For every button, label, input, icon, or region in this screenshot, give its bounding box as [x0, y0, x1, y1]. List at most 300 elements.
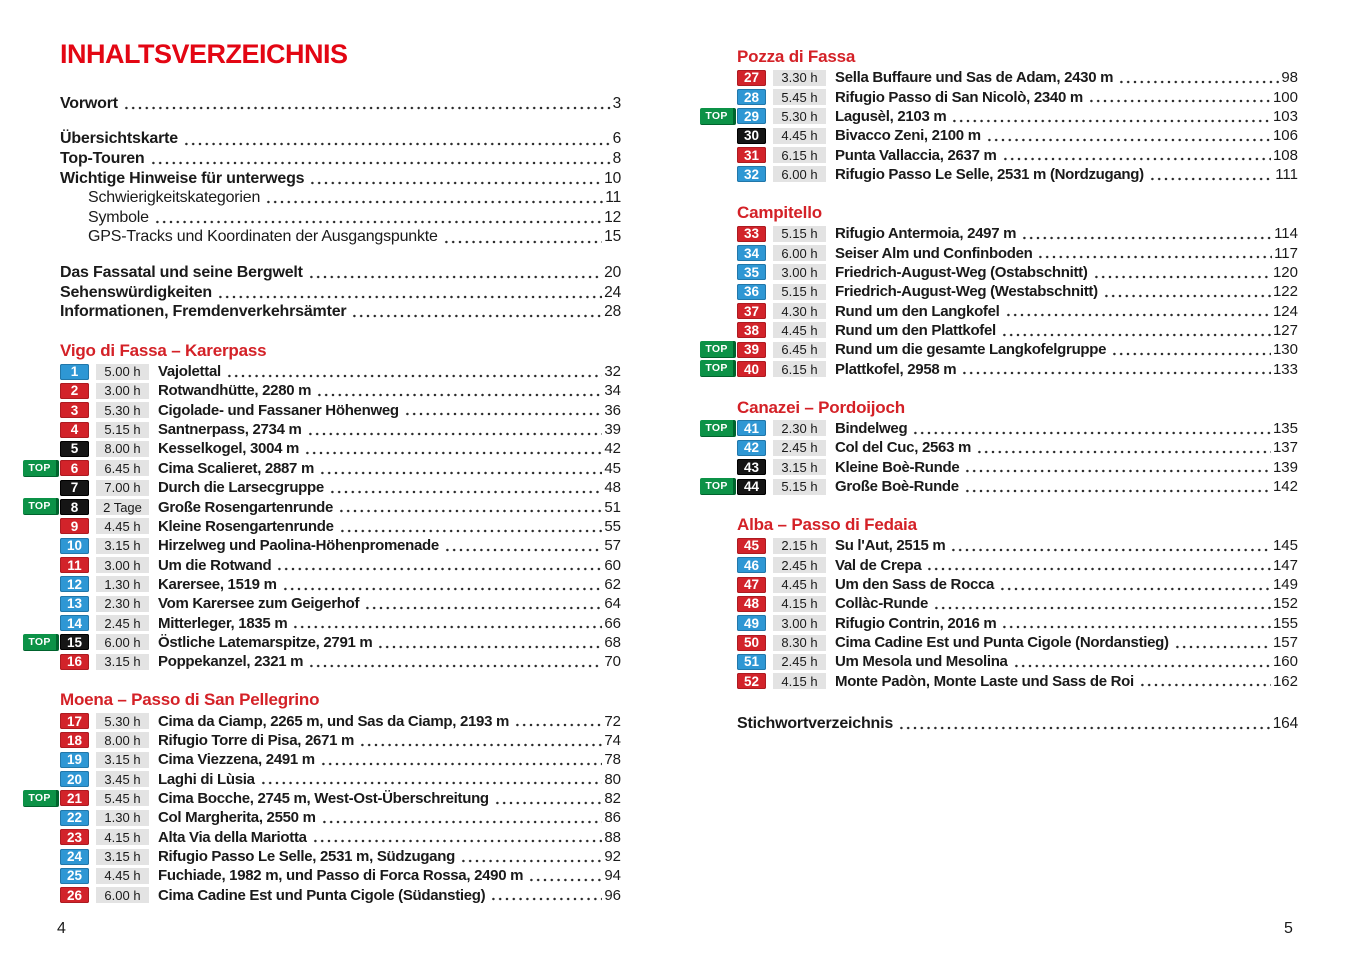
page-right-column	[705, 47, 1298, 734]
tour-number-badge: 43	[737, 459, 766, 475]
tour-title: Cima da Ciamp, 2265 m, und Sas da Ciamp, 2193 m	[158, 712, 510, 730]
tour-title: Cigolade- und Fassaner Höhenweg	[158, 401, 399, 419]
dot-leader	[183, 142, 611, 146]
tour-number-badge: 37	[737, 303, 766, 319]
dot-leader	[1139, 683, 1271, 687]
tour-duration: 3.15 h	[773, 459, 826, 475]
tour-number-badge: 47	[737, 577, 766, 593]
dot-leader	[961, 371, 1271, 375]
toc-entry-label: Top-Touren	[60, 149, 145, 167]
tour-page-number: 162	[1272, 672, 1298, 690]
tour-title: Bindelweg	[835, 419, 908, 437]
tour-row	[737, 301, 1298, 320]
tour-number-badge: 8	[60, 499, 89, 515]
tour-number-badge: 2	[60, 383, 89, 399]
tour-page-number: 117	[1274, 244, 1298, 262]
dot-leader	[986, 138, 1271, 142]
section-heading: Moena – Passo di San Pellegrino	[60, 690, 320, 710]
dot-leader	[494, 801, 603, 805]
tour-row	[705, 107, 1298, 126]
tour-duration: 4.15 h	[96, 829, 149, 845]
tour-title: Durch die Larsecgruppe	[158, 479, 324, 497]
toc-group	[60, 130, 621, 248]
tour-page-number: 120	[1272, 263, 1298, 281]
dot-leader	[1093, 275, 1271, 279]
tour-duration: 5.45 h	[773, 89, 826, 105]
tour-number-badge: 23	[60, 829, 89, 845]
tour-duration: 6.00 h	[96, 634, 149, 650]
tour-page-number: 68	[604, 633, 621, 651]
tour-row	[737, 126, 1298, 145]
tour-title: Cima Bocche, 2745 m, West-Ost-Überschreitung	[158, 789, 489, 807]
tour-row	[737, 672, 1298, 691]
tour-duration: 3.45 h	[96, 771, 149, 787]
tour-page-number: 114	[1274, 225, 1298, 243]
tour-title: Col del Cuc, 2563 m	[835, 439, 972, 457]
tour-page-number: 36	[604, 401, 621, 419]
tour-row	[28, 459, 621, 478]
tour-number-badge: 25	[60, 868, 89, 884]
tour-row	[60, 381, 621, 400]
toc-entry-label: Sehenswürdigkeiten	[60, 283, 212, 301]
toc-entry	[60, 228, 621, 248]
top-tour-badge: TOP	[23, 634, 59, 651]
tour-duration: 2 Tage	[96, 499, 149, 515]
dot-leader	[282, 587, 603, 591]
dot-leader	[444, 548, 602, 552]
tour-row	[60, 401, 621, 420]
tour-duration: 6.00 h	[773, 245, 826, 261]
tour-number-badge: 44	[737, 479, 766, 495]
toc-entry-label: Schwierigkeitskategorien	[88, 189, 261, 207]
tour-duration: 4.45 h	[96, 518, 149, 534]
dot-leader	[359, 743, 602, 747]
tour-row	[737, 321, 1298, 340]
dot-leader	[308, 664, 602, 668]
tour-row	[28, 497, 621, 516]
toc-entry	[60, 94, 621, 114]
tour-row	[60, 847, 621, 866]
tour-title: Col Margherita, 2550 m	[158, 809, 316, 827]
tour-duration: 3.15 h	[96, 849, 149, 865]
tour-row	[737, 263, 1298, 282]
tour-page-number: 135	[1272, 419, 1298, 437]
section-heading: Vigo di Fassa – Karerpass	[60, 340, 267, 360]
tour-page-number: 82	[604, 789, 621, 807]
tour-number-badge: 41	[737, 420, 766, 436]
toc-group	[60, 263, 621, 322]
top-tour-badge: TOP	[23, 790, 59, 807]
tour-row	[60, 711, 621, 730]
dot-leader	[377, 645, 602, 649]
tour-number-badge: 17	[60, 713, 89, 729]
tour-row	[737, 556, 1298, 575]
tour-page-number: 142	[1272, 478, 1298, 496]
tour-page-number: 111	[1275, 165, 1298, 183]
tour-number-badge: 24	[60, 849, 89, 865]
tour-number-badge: 7	[60, 480, 89, 496]
dot-leader	[964, 469, 1271, 473]
tour-title: Monte Padòn, Monte Laste und Sass de Roi	[835, 672, 1134, 690]
tour-number-badge: 3	[60, 402, 89, 418]
toc-entry-page: 24	[604, 283, 621, 301]
tour-row	[60, 652, 621, 671]
dot-leader	[1001, 333, 1271, 337]
dot-leader	[351, 314, 602, 318]
section-heading: Canazei – Pordoijoch	[737, 397, 905, 417]
tour-section	[705, 203, 1298, 379]
tour-row	[737, 68, 1298, 87]
tour-number-badge: 50	[737, 635, 766, 651]
tour-row	[705, 419, 1298, 438]
tour-duration: 4.30 h	[773, 303, 826, 319]
tour-title: Große Rosengartenrunde	[158, 498, 334, 516]
dot-leader	[528, 878, 602, 882]
tour-section	[705, 397, 1298, 496]
tour-page-number: 124	[1272, 302, 1298, 320]
tour-duration: 3.15 h	[96, 654, 149, 670]
tour-duration: 2.45 h	[773, 440, 826, 456]
toc-entry-label: Übersichtskarte	[60, 130, 178, 148]
tour-duration: 5.15 h	[773, 479, 826, 495]
tour-duration: 3.00 h	[773, 264, 826, 280]
tour-duration: 5.30 h	[773, 108, 826, 124]
tour-number-badge: 4	[60, 422, 89, 438]
tour-number-badge: 30	[737, 128, 766, 144]
tour-title: Rifugio Passo Le Selle, 2531 m (Nordzugang)	[835, 165, 1144, 183]
tour-number-badge: 9	[60, 518, 89, 534]
tour-page-number: 130	[1272, 341, 1298, 359]
tour-number-badge: 16	[60, 654, 89, 670]
tour-row	[737, 458, 1298, 477]
toc-entry-page: 12	[604, 208, 621, 226]
tour-page-number: 57	[604, 537, 621, 555]
tour-page-number: 34	[604, 382, 621, 400]
tour-duration: 2.30 h	[96, 596, 149, 612]
tour-title: Rifugio Passo di San Nicolò, 2340 m	[835, 88, 1083, 106]
tour-duration: 6.45 h	[96, 460, 149, 476]
toc-group	[60, 94, 621, 114]
tour-duration: 6.15 h	[773, 361, 826, 377]
tour-duration: 6.00 h	[773, 166, 826, 182]
tour-number-badge: 1	[60, 364, 89, 380]
tour-duration: 8.00 h	[96, 441, 149, 457]
dot-leader	[320, 762, 602, 766]
tour-number-badge: 26	[60, 887, 89, 903]
dot-leader	[999, 587, 1271, 591]
toc-entry-label: Informationen, Fremdenverkehrsämter	[60, 303, 347, 321]
tour-row	[737, 633, 1298, 652]
dot-leader	[514, 723, 602, 727]
tour-number-badge: 29	[737, 108, 766, 124]
tour-duration: 2.45 h	[96, 615, 149, 631]
tour-title: Mitterleger, 1835 m	[158, 614, 288, 632]
tour-number-badge: 12	[60, 576, 89, 592]
tour-rows	[737, 536, 1298, 691]
tour-duration: 6.15 h	[773, 147, 826, 163]
dot-leader	[950, 548, 1271, 552]
tour-title: Östliche Latemarspitze, 2791 m	[158, 633, 373, 651]
tour-number-badge: 21	[60, 790, 89, 806]
tour-page-number: 157	[1272, 634, 1298, 652]
tour-page-number: 86	[604, 809, 621, 827]
tour-duration: 4.45 h	[773, 128, 826, 144]
tour-title: Hirzelweg und Paolina-Höhenpromenade	[158, 537, 439, 555]
tour-page-number: 66	[604, 614, 621, 632]
tour-page-number: 100	[1272, 88, 1298, 106]
tour-duration: 4.15 h	[773, 673, 826, 689]
dot-leader	[123, 106, 611, 110]
tour-title: Rifugio Contrin, 2016 m	[835, 614, 997, 632]
tour-row	[60, 575, 621, 594]
tour-title: Plattkofel, 2958 m	[835, 360, 957, 378]
tour-number-badge: 40	[737, 361, 766, 377]
tour-title: Um den Sass de Rocca	[835, 576, 995, 594]
tour-number-badge: 39	[737, 342, 766, 358]
tour-row	[60, 886, 621, 905]
tour-page-number: 74	[604, 731, 621, 749]
tour-row	[737, 652, 1298, 671]
tour-title: Karersee, 1519 m	[158, 575, 277, 593]
tour-row	[705, 477, 1298, 496]
tour-title: Rund um die gesamte Langkofelgruppe	[835, 341, 1107, 359]
tour-page-number: 32	[604, 363, 621, 381]
tour-number-badge: 51	[737, 654, 766, 670]
section-heading: Campitello	[737, 203, 822, 223]
tour-title: Collàc-Runde	[835, 595, 929, 613]
dot-leader	[292, 625, 602, 629]
toc-entry	[60, 263, 621, 283]
tour-page-number: 51	[604, 498, 621, 516]
dot-leader	[154, 220, 602, 224]
dot-leader	[490, 897, 602, 901]
tour-row	[60, 420, 621, 439]
toc-entry-label: GPS-Tracks und Koordinaten der Ausgangspunkte	[88, 228, 438, 246]
dot-leader	[312, 839, 603, 843]
tour-row	[737, 536, 1298, 555]
tour-number-badge: 49	[737, 615, 766, 631]
tour-number-badge: 36	[737, 284, 766, 300]
tour-row	[737, 575, 1298, 594]
dot-leader	[1021, 236, 1272, 240]
dot-leader	[150, 161, 611, 165]
tour-title: Rund um den Langkofel	[835, 302, 1000, 320]
tour-number-badge: 46	[737, 557, 766, 573]
tour-duration: 5.30 h	[96, 402, 149, 418]
tour-row	[28, 633, 621, 652]
tour-page-number: 96	[604, 886, 621, 904]
tour-row	[737, 614, 1298, 633]
tour-page-number: 122	[1272, 283, 1298, 301]
tour-duration: 5.15 h	[773, 226, 826, 242]
tour-duration: 1.30 h	[96, 810, 149, 826]
tour-section	[737, 516, 1298, 691]
dot-leader	[321, 820, 603, 824]
toc-entry-page: 20	[604, 263, 621, 281]
tour-number-badge: 13	[60, 596, 89, 612]
toc-entry-label: Stichwortverzeichnis	[737, 714, 894, 732]
tour-title: Cima Cadine Est und Punta Cigole (Nordanstieg)	[835, 634, 1169, 652]
toc-entry	[737, 714, 1298, 734]
tour-page-number: 155	[1272, 614, 1298, 632]
tour-row	[737, 282, 1298, 301]
dot-leader	[1002, 157, 1271, 161]
dot-leader	[338, 509, 602, 513]
tour-row	[60, 769, 621, 788]
dot-leader	[217, 295, 602, 299]
tour-row	[60, 362, 621, 381]
tour-duration: 8.00 h	[96, 732, 149, 748]
tour-title: Rotwandhütte, 2280 m	[158, 382, 312, 400]
tour-row	[737, 145, 1298, 164]
tour-number-badge: 48	[737, 596, 766, 612]
toc-entry-page: 15	[604, 228, 621, 246]
dot-leader	[276, 567, 602, 571]
tour-title: Cima Viezzena, 2491 m	[158, 751, 315, 769]
top-tour-badge: TOP	[700, 360, 736, 377]
dot-leader	[265, 200, 603, 204]
toc-entry	[60, 169, 621, 189]
top-tour-badge: TOP	[700, 341, 736, 358]
tour-page-number: 39	[604, 421, 621, 439]
dot-leader	[1088, 99, 1271, 103]
tour-row	[737, 594, 1298, 613]
section-heading: Alba – Passo di Fedaia	[737, 515, 917, 535]
tour-row	[28, 789, 621, 808]
dot-leader	[329, 490, 602, 494]
top-tour-badge: TOP	[23, 460, 59, 477]
tour-page-number: 78	[604, 751, 621, 769]
tour-row	[60, 866, 621, 885]
tour-duration: 6.45 h	[773, 342, 826, 358]
tour-row	[705, 359, 1298, 378]
tour-title: Punta Vallaccia, 2637 m	[835, 146, 997, 164]
toc-entry-page: 6	[612, 130, 621, 148]
tour-page-number: 98	[1281, 69, 1298, 87]
tour-title: Bivacco Zeni, 2100 m	[835, 127, 981, 145]
tour-number-badge: 19	[60, 752, 89, 768]
toc-entry-page: 3	[612, 94, 621, 112]
top-tour-badge: TOP	[23, 498, 59, 515]
tour-page-number: 45	[604, 459, 621, 477]
tour-page-number: 147	[1272, 556, 1298, 574]
tour-rows	[705, 419, 1298, 496]
tour-title: Fuchiade, 1982 m, und Passo di Forca Rossa, 2490 m	[158, 867, 524, 885]
tour-duration: 6.00 h	[96, 887, 149, 903]
tour-row	[60, 828, 621, 847]
tour-number-badge: 45	[737, 538, 766, 554]
tour-duration: 4.45 h	[96, 868, 149, 884]
toc-group	[737, 714, 1298, 734]
dot-leader	[307, 432, 603, 436]
tour-number-badge: 10	[60, 538, 89, 554]
tour-duration: 2.45 h	[773, 654, 826, 670]
dot-leader	[1118, 80, 1279, 84]
tour-row	[737, 243, 1298, 262]
tour-duration: 3.00 h	[96, 383, 149, 399]
dot-leader	[304, 451, 602, 455]
tour-duration: 4.45 h	[773, 577, 826, 593]
tour-title: Laghi di Lùsia	[158, 770, 255, 788]
tour-duration: 1.30 h	[96, 576, 149, 592]
tour-page-number: 149	[1272, 576, 1298, 594]
tour-row	[60, 613, 621, 632]
tour-title: Santnerpass, 2734 m	[158, 421, 302, 439]
tour-page-number: 80	[604, 770, 621, 788]
dot-leader	[933, 606, 1271, 610]
page-number-right: 5	[1284, 920, 1293, 937]
tour-duration: 3.00 h	[773, 615, 826, 631]
tour-number-badge: 27	[737, 70, 766, 86]
tour-row	[60, 594, 621, 613]
toc-entry-page: 11	[605, 189, 621, 207]
tour-page-number: 137	[1272, 439, 1298, 457]
toc-entry	[60, 149, 621, 169]
toc-entry	[60, 208, 621, 228]
tour-section	[28, 340, 621, 672]
tour-page-number: 145	[1272, 537, 1298, 555]
tour-number-badge: 28	[737, 89, 766, 105]
tour-duration: 5.30 h	[96, 713, 149, 729]
tour-title: Friedrich-August-Weg (Ostabschnitt)	[835, 263, 1088, 281]
section-heading: Pozza di Fassa	[737, 47, 856, 66]
tour-number-badge: 11	[60, 557, 89, 573]
tour-title: Rifugio Antermoia, 2497 m	[835, 225, 1017, 243]
tour-duration: 3.30 h	[773, 70, 826, 86]
tour-title: Kesselkogel, 3004 m	[158, 440, 300, 458]
tour-page-number: 133	[1272, 360, 1298, 378]
top-tour-badge: TOP	[700, 108, 736, 125]
tour-row	[60, 478, 621, 497]
tour-duration: 3.15 h	[96, 538, 149, 554]
toc-entry-page: 164	[1272, 714, 1298, 732]
top-tour-badge: TOP	[700, 420, 736, 437]
tour-duration: 5.15 h	[96, 422, 149, 438]
toc-entry	[60, 302, 621, 322]
tour-duration: 8.30 h	[773, 635, 826, 651]
tour-number-badge: 52	[737, 673, 766, 689]
tour-title: Lagusèl, 2103 m	[835, 107, 947, 125]
tour-duration: 5.00 h	[96, 364, 149, 380]
tour-title: Rifugio Torre di Pisa, 2671 m	[158, 731, 355, 749]
toc-entry	[60, 188, 621, 208]
tour-row	[737, 224, 1298, 243]
tour-page-number: 88	[604, 828, 621, 846]
dot-leader	[309, 181, 602, 185]
tour-title: Cima Scalieret, 2887 m	[158, 459, 314, 477]
tour-title: Su l'Aut, 2515 m	[835, 537, 946, 555]
dot-leader	[319, 471, 602, 475]
tour-row	[705, 340, 1298, 359]
tour-title: Vajolettal	[158, 363, 221, 381]
tour-number-badge: 32	[737, 166, 766, 182]
tour-title: Cima Cadine Est und Punta Cigole (Südanstieg)	[158, 886, 486, 904]
dot-leader	[1005, 313, 1271, 317]
tour-section	[28, 690, 621, 904]
tour-title: Sella Buffaure und Sas de Adam, 2430 m	[835, 69, 1114, 87]
tour-duration: 2.45 h	[773, 557, 826, 573]
toc-entry-label: Das Fassatal und seine Bergwelt	[60, 263, 303, 281]
toc-entry-label: Symbole	[88, 208, 149, 226]
tour-number-badge: 35	[737, 264, 766, 280]
dot-leader	[951, 119, 1271, 123]
tour-row	[737, 87, 1298, 106]
dot-leader	[976, 450, 1271, 454]
page-number-left: 4	[57, 920, 66, 937]
toc-entry	[60, 130, 621, 150]
dot-leader	[404, 412, 603, 416]
tour-number-badge: 5	[60, 441, 89, 457]
